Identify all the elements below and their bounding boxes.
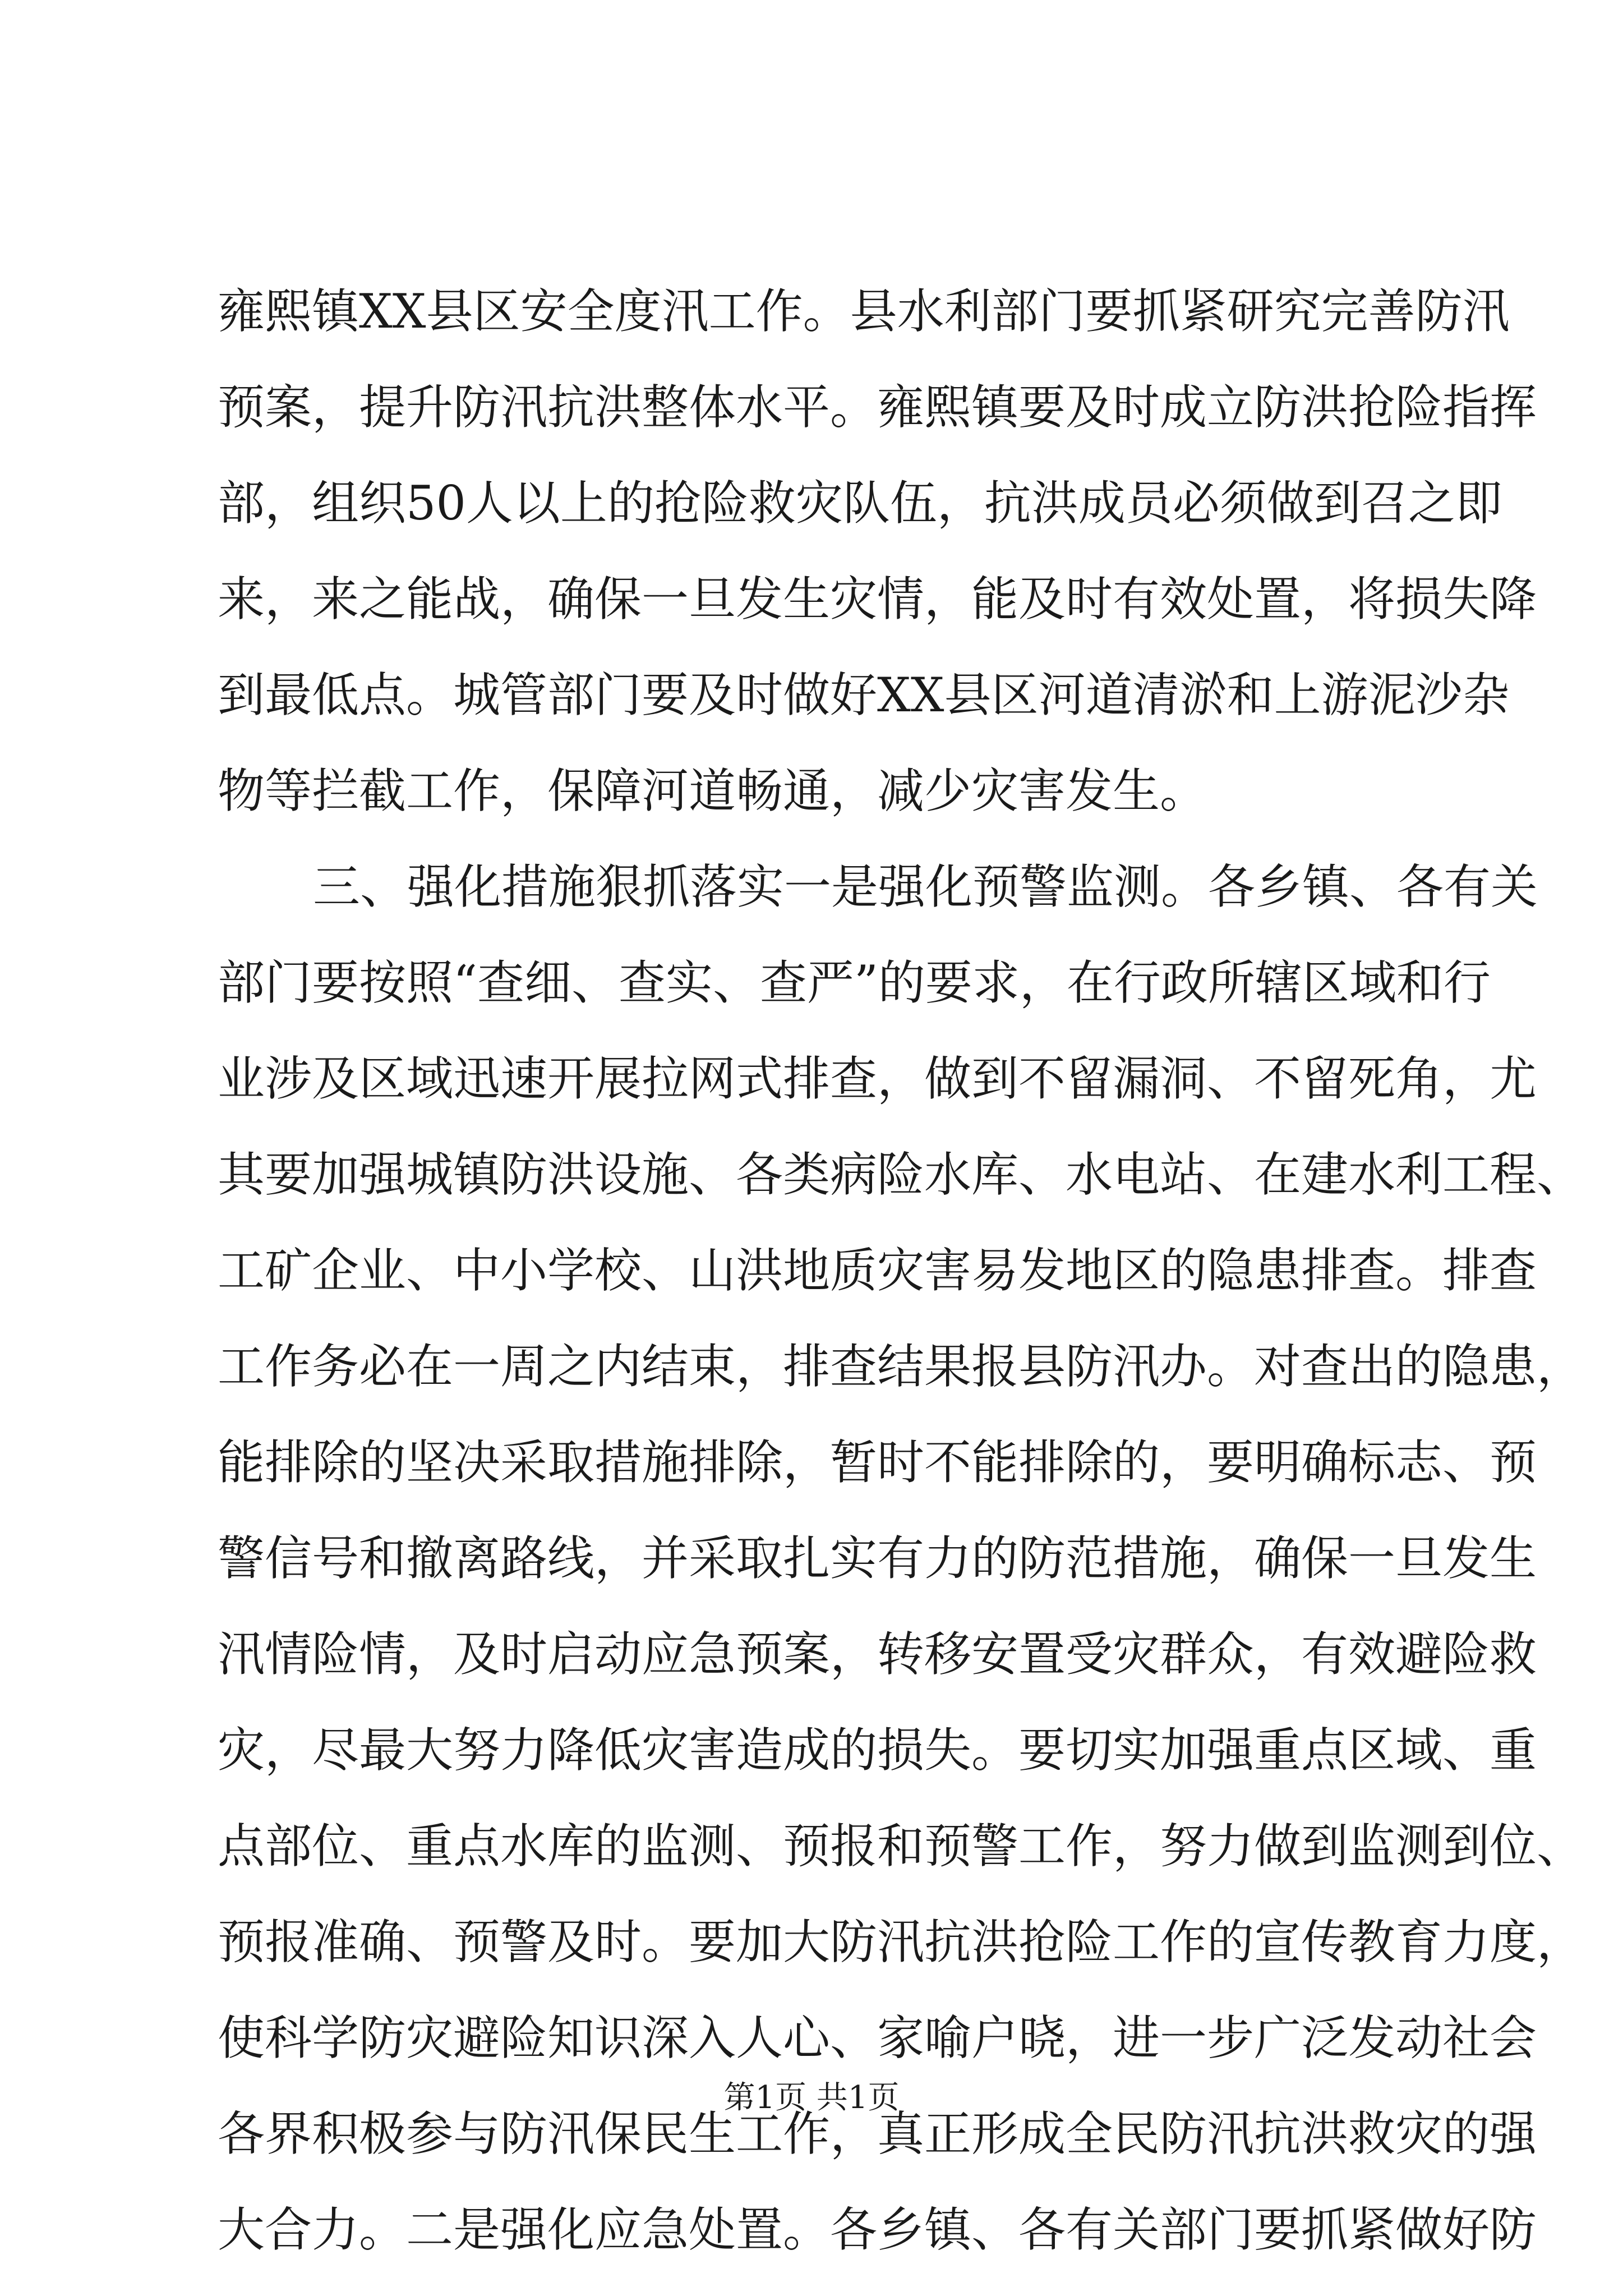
text-line: 预案，提升防汛抗洪整体水平。雍熙镇要及时成立防洪抢险指挥 bbox=[218, 380, 1537, 435]
text-line: 灾，尽最大努力降低灾害造成的损失。要切实加强重点区域、重 bbox=[218, 1723, 1537, 1778]
paragraph-start-line: 三、强化措施狠抓落实一是强化预警监测。各乡镇、各有关 bbox=[313, 859, 1538, 914]
text-line: 其要加强城镇防洪设施、各类病险水库、水电站、在建水利工程、 bbox=[218, 1147, 1584, 1202]
text-line: 大合力。二是强化应急处置。各乡镇、各有关部门要抓紧做好防 bbox=[218, 2202, 1537, 2257]
text-line: 各界积极参与防汛保民生工作，真正形成全民防汛抗洪救灾的强 bbox=[218, 2106, 1537, 2161]
page-number-footer: 第1页 共1页 bbox=[723, 2079, 900, 2116]
text-line: 使科学防灾避险知识深入人心、家喻户晓，进一步广泛发动社会 bbox=[218, 2010, 1537, 2065]
text-line: 工作务必在一周之内结束，排查结果报县防汛办。对查出的隐患， bbox=[218, 1339, 1584, 1394]
text-line: 来，来之能战，确保一旦发生灾情，能及时有效处置，将损失降 bbox=[218, 572, 1537, 627]
document-body bbox=[218, 264, 1584, 2278]
text-line: 物等拦截工作，保障河道畅通，减少灾害发生。 bbox=[218, 763, 1207, 818]
text-line: 能排除的坚决采取措施排除，暂时不能排除的，要明确标志、预 bbox=[218, 1435, 1537, 1490]
text-line: 警信号和撤离路线，并采取扎实有力的防范措施，确保一旦发生 bbox=[218, 1531, 1537, 1586]
text-line: 雍熙镇XX县区安全度汛工作。县水利部门要抓紧研究完善防汛 bbox=[218, 284, 1510, 339]
text-line: 工矿企业、中小学校、山洪地质灾害易发地区的隐患排查。排查 bbox=[218, 1243, 1537, 1298]
text-line: 业涉及区域迅速开展拉网式排查，做到不留漏洞、不留死角，尤 bbox=[218, 1051, 1537, 1106]
text-line: 部门要按照“查细、查实、查严”的要求，在行政所辖区域和行 bbox=[218, 955, 1491, 1010]
text-line: 部，组织50人以上的抢险救灾队伍，抗洪成员必须做到召之即 bbox=[218, 476, 1502, 531]
text-line: 到最低点。城管部门要及时做好XX县区河道清淤和上游泥沙杂 bbox=[218, 668, 1510, 723]
text-line: 点部位、重点水库的监测、预报和预警工作，努力做到监测到位、 bbox=[218, 1819, 1584, 1874]
text-line: 汛情险情，及时启动应急预案，转移安置受灾群众，有效避险救 bbox=[218, 1627, 1537, 1682]
text-line: 预报准确、预警及时。要加大防汛抗洪抢险工作的宣传教育力度， bbox=[218, 1915, 1584, 1970]
